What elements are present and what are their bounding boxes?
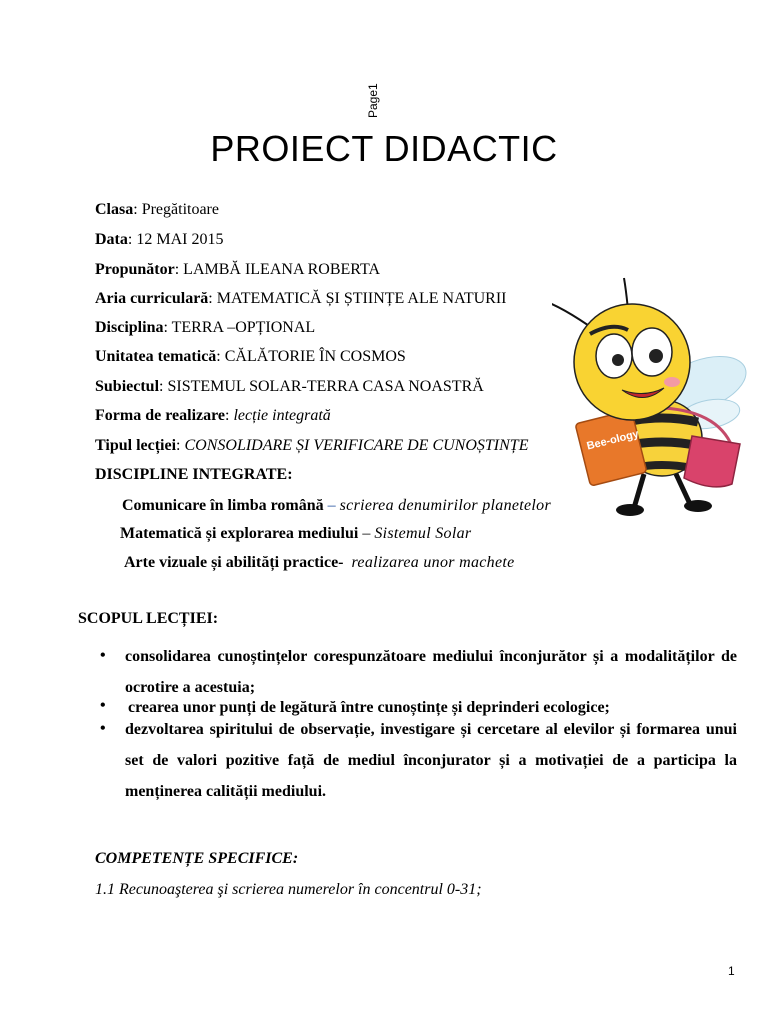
integrated-item: Matematică și explorarea mediului – Sistemul Solar	[120, 525, 472, 542]
integrated-heading: DISCIPLINE INTEGRATE:	[95, 466, 293, 483]
scope-item: crearea unor punți de legătură între cunoștințe și deprinderi ecologice;	[128, 699, 610, 716]
field-tipul-lectiei: Tipul lecției: CONSOLIDARE ȘI VERIFICARE DE CUNOȘTINȚE	[95, 437, 529, 454]
scope-item: consolidarea cunoștințelor corespunzătoare mediului înconjurător și a modalităților de ocrotire a acestuia;	[125, 648, 737, 696]
bullet-icon: •	[100, 647, 106, 664]
bee-book-label: Bee-ology	[585, 428, 641, 453]
page-label: Page1	[366, 83, 380, 118]
field-data: Data: 12 MAI 2015	[95, 231, 224, 248]
field-forma-de-realizare: Forma de realizare: lecție integrată	[95, 407, 331, 424]
bee-bag	[684, 436, 740, 487]
integrated-item: Arte vizuale și abilități practice- realizarea unor machete	[124, 554, 515, 571]
bullet-icon: •	[100, 697, 106, 714]
field-subiectul: Subiectul: SISTEMUL SOLAR-TERRA CASA NOASTRĂ	[95, 378, 484, 395]
competence-item: 1.1 Recunoaşterea şi scrierea numerelor în concentrul 0-31;	[95, 881, 482, 898]
competences-heading: COMPETENȚE SPECIFICE:	[95, 850, 299, 867]
document-title: PROIECT DIDACTIC	[210, 128, 558, 169]
field-unitatea-tematica: Unitatea tematică: CĂLĂTORIE ÎN COSMOS	[95, 348, 406, 365]
field-aria-curriculara: Aria curriculară: MATEMATICĂ ȘI ȘTIINȚE ALE NATURII	[95, 290, 507, 307]
field-propunator: Propunător: LAMBĂ ILEANA ROBERTA	[95, 261, 381, 278]
scope-heading: SCOPUL LECȚIEI:	[78, 610, 219, 627]
scope-item: dezvoltarea spiritului de observație, investigare și cercetare al elevilor și formarea unui set de valori pozitive față de mediul înconjurator și a motivației de a participa la menținerea calității mediului.	[125, 721, 737, 800]
bullet-icon: •	[100, 720, 106, 737]
field-clasa: Clasa: Pregătitoare	[95, 201, 219, 218]
page-number: 1	[728, 964, 735, 978]
integrated-item: Comunicare în limba română – scrierea denumirilor planetelor	[122, 497, 551, 514]
field-disciplina: Disciplina: TERRA –OPȚIONAL	[95, 319, 316, 336]
bee-illustration	[552, 272, 752, 524]
